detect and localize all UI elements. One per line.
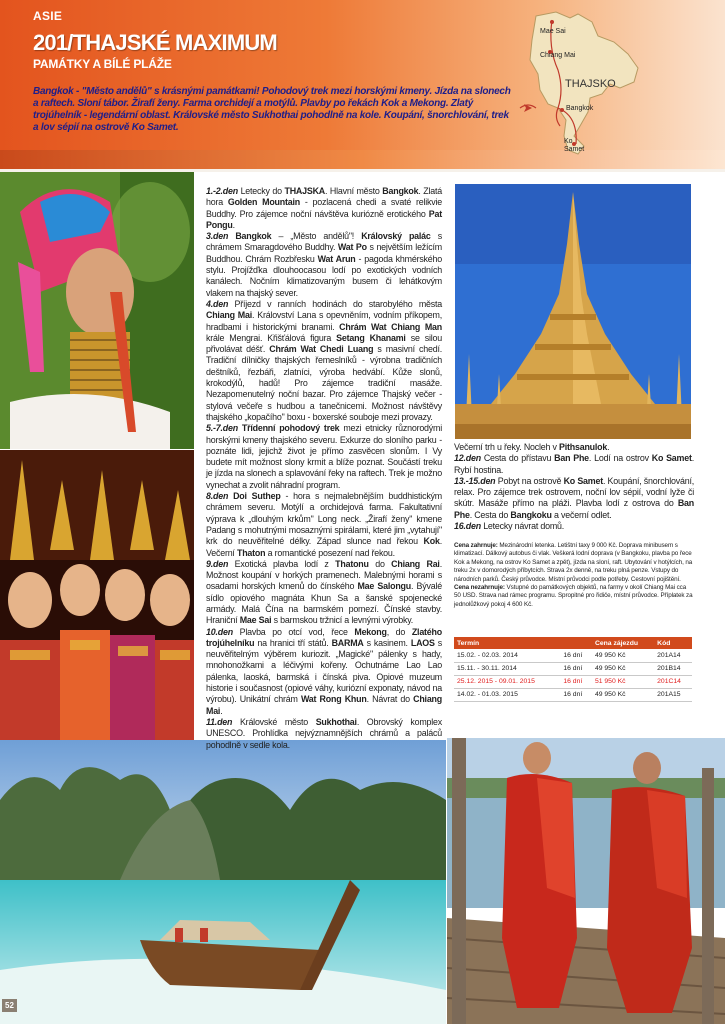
code-cell: 201A14 [654, 649, 692, 662]
code-cell: 201C14 [654, 675, 692, 688]
map-city-bangkok: Bangkok [566, 105, 594, 112]
table-row [454, 662, 692, 675]
itinerary-day-11-continued: Večerní trh u řeky. Nocleh v Pithsanulok. [454, 442, 610, 452]
itinerary-day-1: 1.-2.den Letecky do THAJSKA. Hlavní město Bangkok. Zlatá hora Golden Mountain - pozlacená chedi a svaté relikvie Buddhy. Pro zájemce noční návštěva kuriózně erotického Pat Pongu. [206, 186, 442, 230]
table-row [454, 649, 692, 662]
tour-intro: Bangkok - "Město andělů" s krásnými památkami! Pohodový trek mezi horskými kmeny. Jízda na slonech a raftech. Sloní tábor. Žirafí ženy. Farma orchidejí a motýlů. Plavby po řekách Kok a Mekong. Zlatý trojúhelník - legendární oblast. Královské město Sukhothai pohodlně na kole. Koupání, šnorchlování, trek a lov sépií na ostrově Ko Samet. [33, 86, 511, 133]
header-days [560, 637, 592, 649]
itinerary-day-4: 4.den Příjezd v ranních hodinách do starobylého města Chiang Mai. Království Lana s opevněním, vodním příkopem, hradbami i historickými branami. Chrám Wat Chiang Man krále Mengrai. Křišťálová figura Setang Khanami se silou přivolávat déšť. Chrám Wat Chedi Luang s masivní chedí. Tradiční dílničky thajských řemeslníků - výrobna tradičních deštníků, řezbáři, zlatníci, výroba hedvábí. Kůže slonů, krokodýlů, hadů! Pro zájemce tradiční masáže. Nezapomenutelný noční bazar. Pro zájemce Thajský večer - stylová večeře s hudbou a tanečnicemi. Možnost návštěvy thajského „kopačího" boxu - boxerské souboje mezi provazy. [206, 298, 442, 422]
term-cell: 25.12. 2015 - 09.01. 2015 [454, 675, 560, 688]
photo-long-neck-woman [0, 172, 194, 449]
price-cell: 49 950 Kč [592, 688, 654, 701]
price-cell: 49 950 Kč [592, 649, 654, 662]
photo-thai-dancers [0, 450, 194, 753]
photo-golden-pagoda [455, 184, 691, 439]
term-cell: 15.11. - 30.11. 2014 [454, 662, 560, 675]
header-price: Cena zájezdu [592, 637, 654, 649]
photo-longtail-boat-beach [0, 740, 446, 1024]
price-excludes: Cena nezahrnuje: Vstupné do památkových objektů, na farmy v okolí Chiang Mai cca 50 USD. Strava nad rámec programu. Spropitné pro řidiče, místní průvodce. Příplatek za jednolůžkový pokoj 4 600 Kč. [454, 584, 693, 608]
map-city-mae-sai: Mae Sai [540, 28, 566, 35]
code-cell: 201A15 [654, 688, 692, 701]
page-number: 52 [2, 999, 17, 1012]
price-cell: 49 950 Kč [592, 662, 654, 675]
days-cell: 16 dní [560, 662, 592, 675]
term-cell: 14.02. - 01.03. 2015 [454, 688, 560, 701]
table-header-row [454, 637, 692, 649]
price-cell: 51 950 Kč [592, 675, 654, 688]
header-code: Kód [654, 637, 692, 649]
itinerary-column-main [206, 186, 442, 751]
itinerary-column-right [454, 442, 694, 532]
itinerary-day-10: 10.den Plavba po otcí vod, řece Mekong, do Zlatého trojúhelníku na hranici tří států. BARMA s kasinem. LAOS s neuvěřitelným výběrem kuriozit. „Magické" pálenky s hady, mnohonožkami a léčivými kořeny. Ochutnáme Lao Lao pálenka, laoská, barmská i čínská piva. Opiové muzeum historie i současnost (opiové váhy, kuriózní exponaty, návod na výrobu). Unikátní chrám Wat Rong Khun. Návrat do Chiang Mai. [206, 626, 442, 716]
itinerary-day-16: 16.den Letecky návrat domů. [454, 521, 565, 532]
map-city-chiang-mai: Chiang Mai [540, 52, 576, 59]
days-cell: 16 dní [560, 688, 592, 701]
thailand-map [518, 8, 648, 158]
tour-subtitle: PAMÁTKY A BÍLÉ PLÁŽE [33, 57, 172, 71]
dates-price-table [454, 637, 692, 702]
region-label: ASIE [33, 9, 63, 23]
table-row [454, 688, 692, 701]
itinerary-day-13: 13.-15.den Pobyt na ostrově Ko Samet. Koupání, šnorchlování, relax. Pro zájemce trek ostrovem, noční lov sépií, vodní lyže či skútr. Masáže přímo na pláži. Plavba lodí z ostrova do Ban Phe. Cesta do Bangkoku a večerní odlet. [454, 475, 694, 520]
itinerary-day-5: 5.-7.den Třídenní pohodový trek mezi etnicky různorodými horskými kmeny thajského severu. Exkurze do sloního parku - poznáte lidi, jejichž život je přímo zasvěcen slonům. I Vy budete mít možnost slony krmit a blíže poznat. Součástí treku je jízda na slonech a splavování řeky na raftech. Trek je možno vynechat a zvolit náhradní program. [206, 423, 442, 490]
header-term: Termín [454, 637, 560, 649]
days-cell: 16 dní [560, 675, 592, 688]
term-cell: 15.02. - 02.03. 2014 [454, 649, 560, 662]
tour-title: 201/THAJSKÉ MAXIMUM [33, 30, 277, 55]
photo-buddhist-monks [447, 738, 725, 1024]
itinerary-day-12: 12.den Cesta do přístavu Ban Phe. Lodí na ostrov Ko Samet. Rybí hostina. [454, 453, 694, 475]
itinerary-day-8: 8.den Doi Suthep - hora s nejmalebnějším buddhistickým chrámem severu. Motýlí a orchidejová farma. Fakultativní výprava k „dlouhým krkům" Long neck. „Žirafí ženy" kmene Padang s mohutnými mosaznými spirálami, které jim „vytahují" krk do neuvěřitelné délky. Západ slunce nad řekou Kok. Večerní Thaton a romantické posezení nad řekou. [206, 491, 442, 558]
itinerary-day-3: 3.den Bangkok – „Město andělů"! Královský palác s chrámem Smaragdového Buddhy. Wat Po s největším ležícím Buddhou. Chrám Rozbřesku Wat Arun - pagoda khmérského stylu. Projížďka dlouhoocasou lodí po exotických vodních kanálech. Nočním klimatizovaným busem či lehátkovým vlakem na thajský sever. [206, 231, 443, 298]
map-city-ko-samet: Ko Samet [564, 138, 585, 153]
days-cell: 16 dní [560, 649, 592, 662]
map-country-label: THAJSKO [565, 78, 616, 90]
itinerary-day-11: 11.den Královské město Sukhothai. Obrovský komplex UNESCO. Prohlídka nejvýznamnějších chrámů a paláců pohodlně v sedle kola. [206, 716, 442, 750]
itinerary-day-9: 9.den Exotická plavba lodí z Thatonu do Chiang Rai. Možnost koupání v horkých pramenech. Malebnými horami s osadami horských kmenů do čínského Mae Salongu. Bývalé sídlo opiového magnáta Khun Sa a šanské spojenecké armády. Malá Čína na barmském pomezí. Čínské stavby. Hraniční Mae Sai s barmskou tržnicí a levnými výrobky. [206, 558, 442, 626]
table-row-highlighted [454, 675, 692, 688]
code-cell: 201B14 [654, 662, 692, 675]
price-notes [454, 542, 694, 609]
price-includes: Cena zahrnuje: Mezinárodní letenka. Letištní taxy 9 000 Kč. Doprava minibusem s klimatizací. Dálkový autobus či vlak. Veškerá lodní doprava (v Bangkoku, plavba po řece Kok a Mekong, na ostrov Ko Samet a zpět), jízda na sloní, raft. Ubytování v hotýlcích, na treku 2x v domorodých příbytcích. Strava 2x denně, na treku plná penze. Vstupy do národních parků. Český průvodce. Místní průvodci podle potřeby. Cestovní pojištění. [454, 542, 693, 583]
